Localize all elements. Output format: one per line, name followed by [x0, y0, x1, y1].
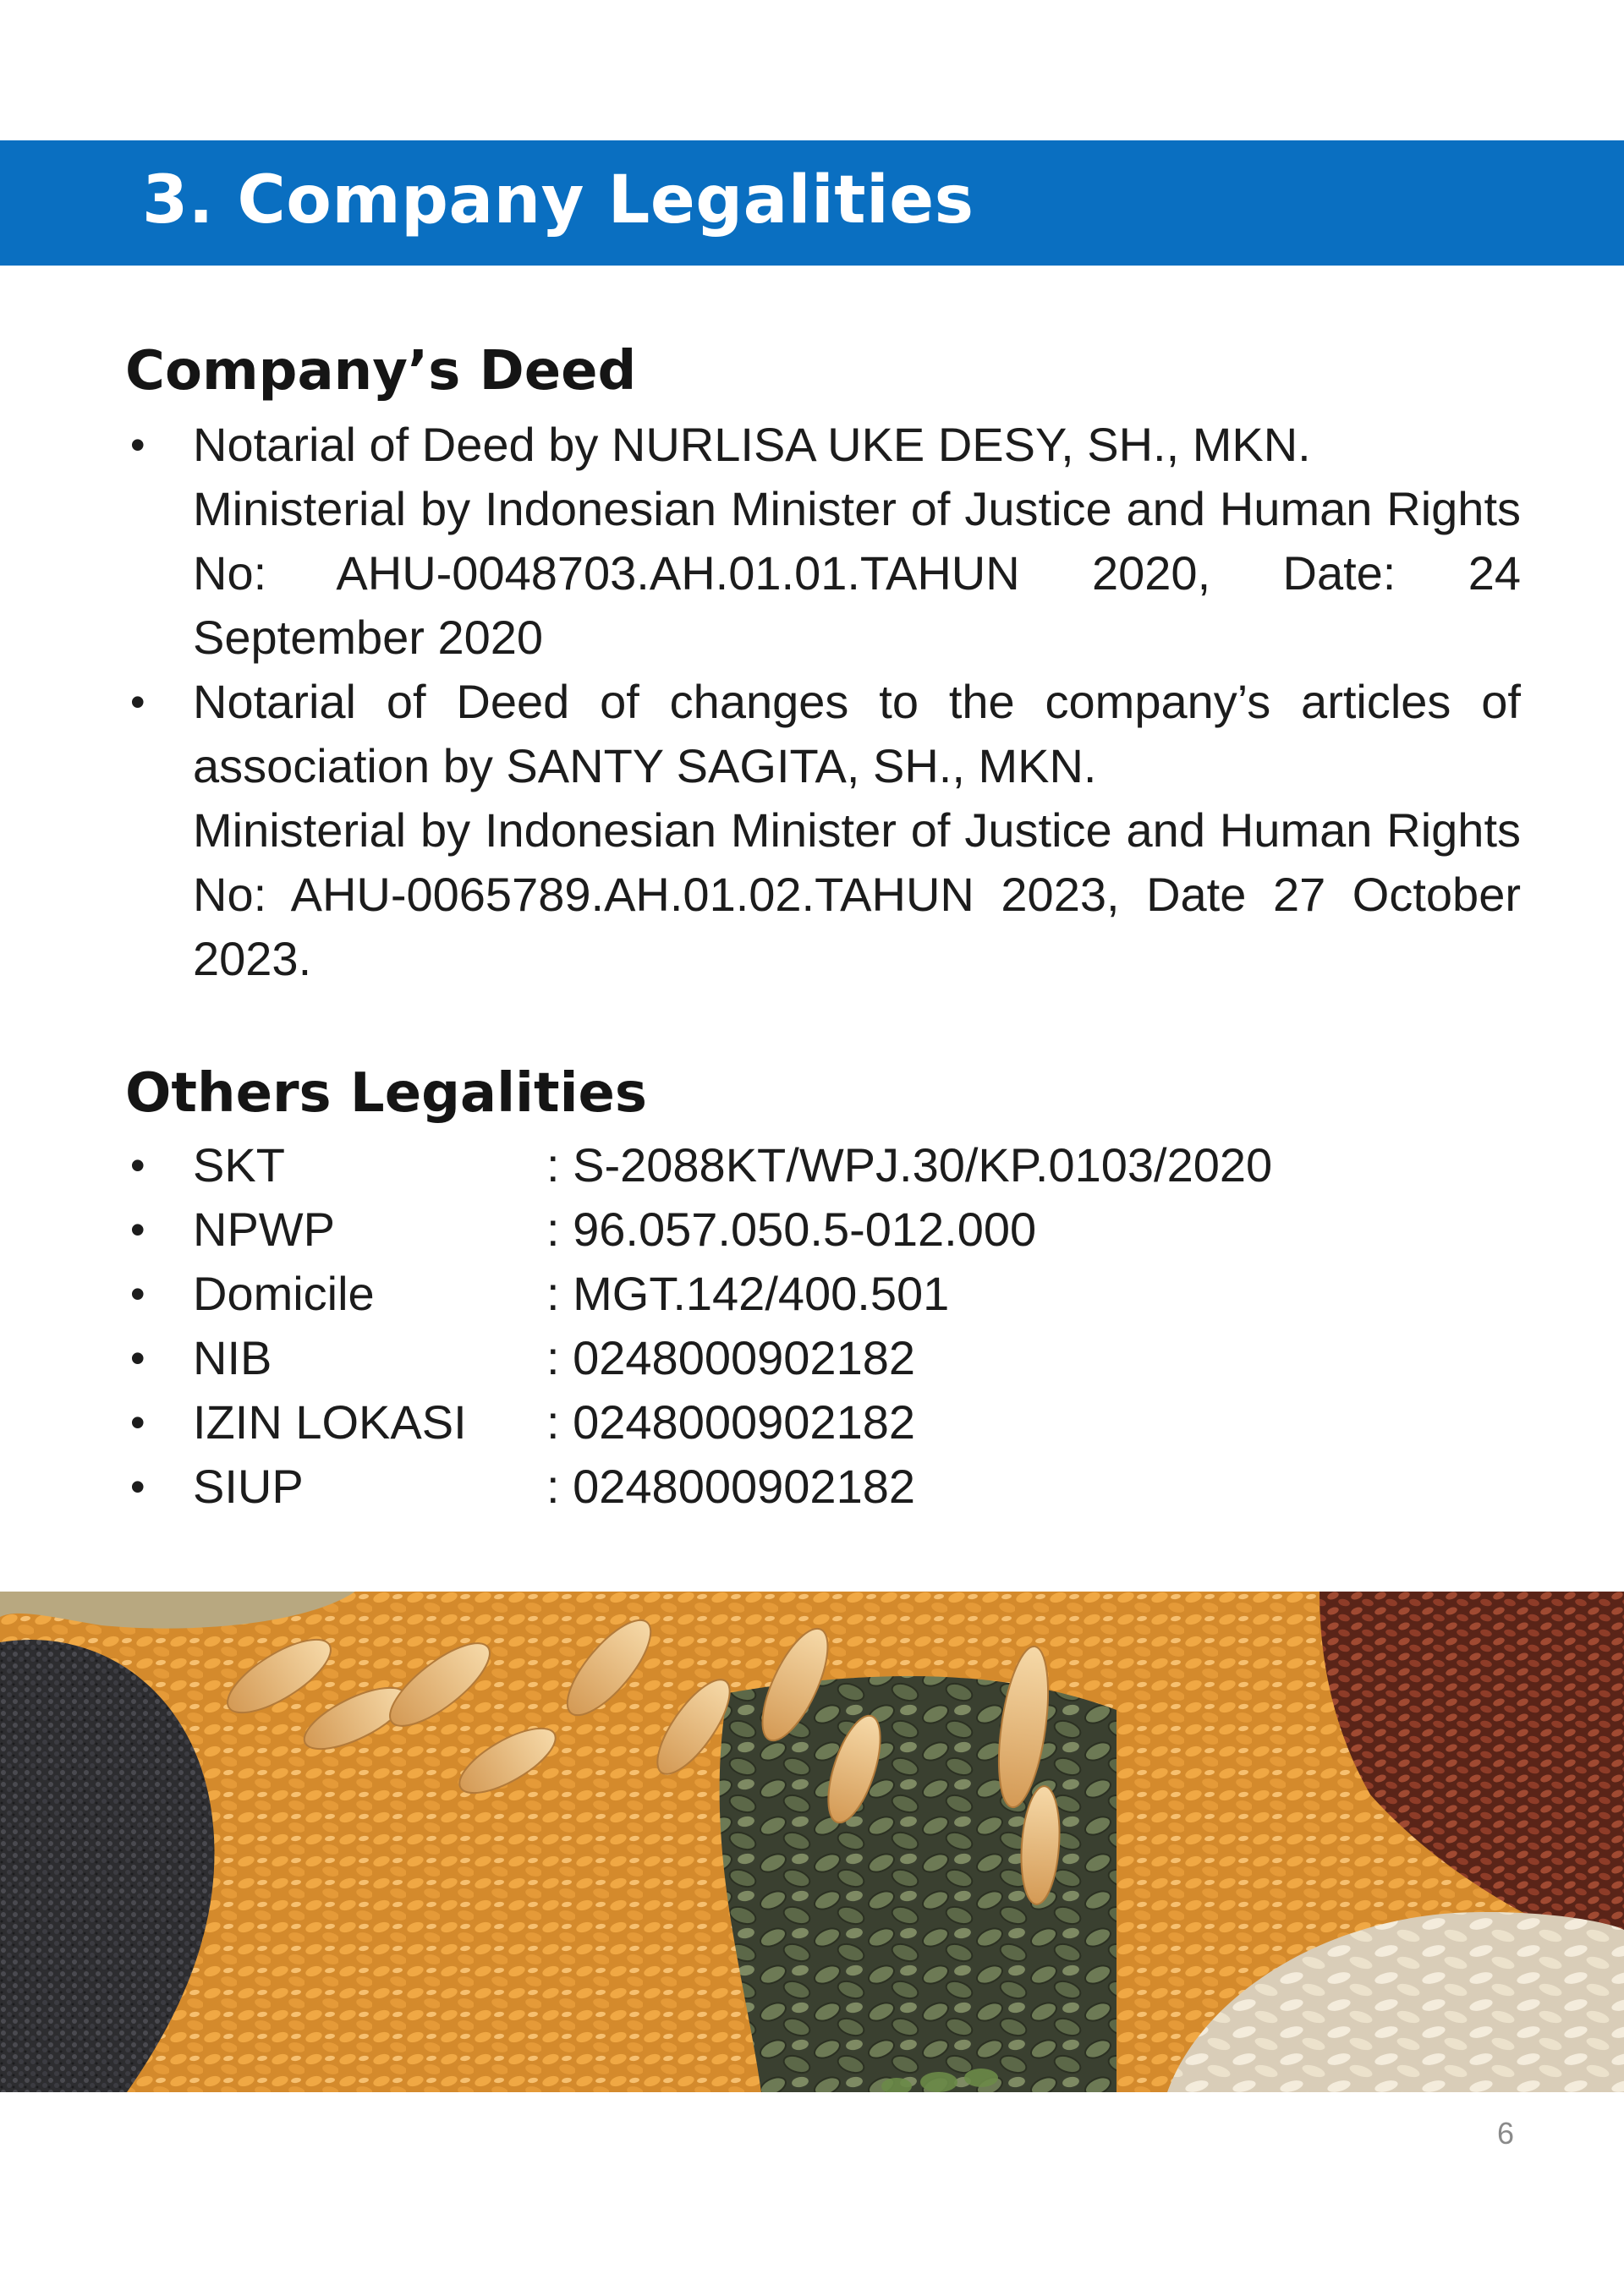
others-list: [125, 1133, 1521, 1519]
deed-line: Ministerial by Indonesian Minister of Justice and Human Rights No: AHU-0048703.AH.01.01.TAHUN 2020, Date: 24 September 2020: [193, 482, 1521, 664]
legality-value: : 0248000902182: [546, 1395, 915, 1449]
legality-label: SKT: [193, 1138, 285, 1192]
legality-value: : 96.057.050.5-012.000: [546, 1203, 1037, 1256]
deed-item: [125, 413, 1521, 670]
deed-list: [125, 413, 1521, 991]
bullet-icon: •: [130, 1334, 145, 1382]
bullet-icon: •: [130, 1270, 145, 1318]
legality-label: NIB: [193, 1331, 272, 1384]
page-number: 6: [1496, 2116, 1514, 2151]
legality-item: [125, 1197, 1521, 1262]
legality-item: [125, 1133, 1521, 1197]
deed-line: Ministerial by Indonesian Minister of Justice and Human Rights No: AHU-0065789.AH.01.02.TAHUN 2023, Date 27 October 2023.: [193, 803, 1521, 985]
bullet-icon: •: [130, 1399, 145, 1446]
legality-item: [125, 1390, 1521, 1455]
legality-value: : 0248000902182: [546, 1331, 915, 1384]
bullet-icon: •: [130, 421, 145, 469]
grains-seeds-photo: [0, 1592, 1624, 2092]
bullet-icon: •: [130, 1463, 145, 1510]
bullet-icon: •: [130, 1206, 145, 1253]
deed-heading: Company’s Deed: [125, 340, 637, 403]
deed-line: Notarial of Deed by NURLISA UKE DESY, SH., MKN.: [193, 418, 1311, 471]
legality-value: : S-2088KT/WPJ.30/KP.0103/2020: [546, 1138, 1273, 1192]
bullet-icon: •: [130, 678, 145, 726]
section-title: 3. Company Legalities: [142, 162, 974, 238]
legality-label: IZIN LOKASI: [193, 1395, 467, 1449]
legality-value: : MGT.142/400.501: [546, 1267, 950, 1320]
legality-label: SIUP: [193, 1460, 304, 1513]
legality-item: [125, 1455, 1521, 1519]
deed-line: Notarial of Deed of changes to the company’s articles of association by SANTY SAGITA, SH., MKN.: [193, 675, 1521, 792]
others-heading: Others Legalities: [125, 1062, 647, 1125]
legality-item: [125, 1326, 1521, 1390]
legality-value: : 0248000902182: [546, 1460, 915, 1513]
legality-item: [125, 1262, 1521, 1326]
legality-label: NPWP: [193, 1203, 335, 1256]
deed-item: [125, 670, 1521, 991]
legality-label: Domicile: [193, 1267, 375, 1320]
bullet-icon: •: [130, 1142, 145, 1189]
section-header-band: [0, 140, 1624, 266]
